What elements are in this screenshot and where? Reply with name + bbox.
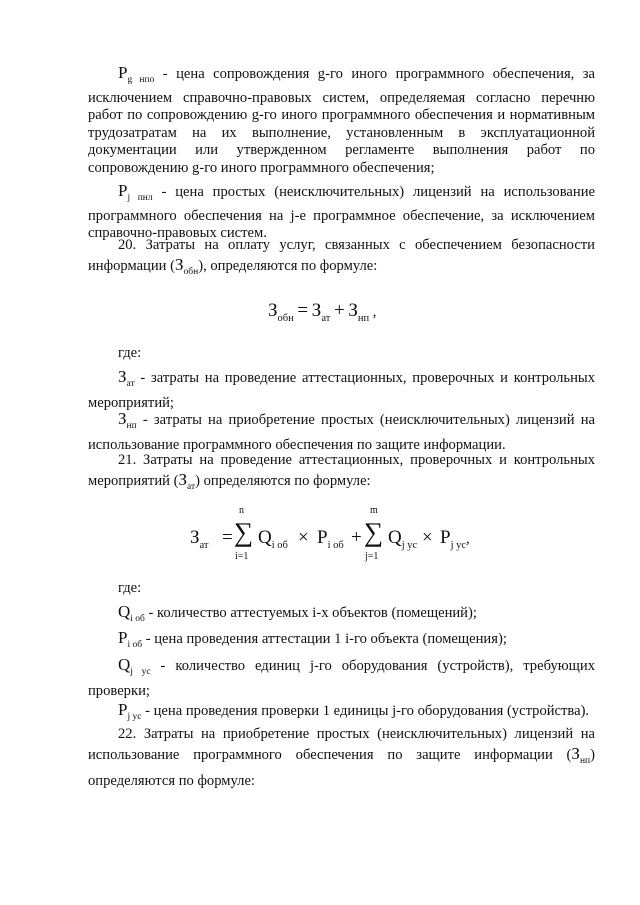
formula-z-obn [268,300,376,324]
formula-term-p1: $P_{i об}$ [317,527,344,551]
symbol-subscript: g нпо [127,75,155,85]
symbol: З [118,367,127,386]
formula-lhs: З [190,527,200,548]
sum1-sigma: ∑ [234,517,254,547]
paragraph-text: ) определяются по формуле: [88,747,595,789]
definition-text: - цена проведения аттестации 1 i-го объекта (помещения); [142,631,507,647]
paragraph-20 [88,236,595,282]
symbol: P [118,628,128,647]
definition-text: - количество аттестуемых i-х объектов (помещений); [144,605,477,621]
symbol-subscript: нп [126,421,137,431]
formula-end: , [372,304,377,320]
symbol-subscript: i об [130,614,145,624]
paragraph-text: ) определяются по формуле: [195,473,371,489]
plus-sign: + [351,527,362,548]
definition-text: - цена простых (неисключительных) лицензий на использование программного обеспечения на j-е программное обеспечение, за исключением справочно-правовых систем. [88,184,595,242]
definition-p-g-npo [88,64,595,178]
symbol: З [571,744,580,763]
definition-q-jus [88,655,595,701]
paragraph-text: 22. Затраты на приобретение простых (неисключительных) лицензий на использование программного обеспечения по защите информации ( [88,726,595,763]
definition-p-iob [88,628,595,655]
formula-lhs-subscript: ат [199,540,209,551]
definition-p-jus [88,700,595,727]
symbol: P [118,700,128,719]
symbol-subscript: нп [579,756,591,766]
paragraph-21 [88,450,595,497]
symbol-subscript: обн [183,267,199,277]
times-sign: × [422,527,433,548]
formula-term-p2: $P_{j ус}$, [440,527,470,551]
equals-sign: = [222,527,233,548]
paragraph-text: 20. Затраты на оплату услуг, связанных с обеспечением безопасности информации ( [88,237,595,274]
symbol-subscript: j ус [130,667,151,677]
symbol: P [118,63,128,82]
definition-z-at [88,367,595,413]
equals-sign: = [297,300,309,321]
definition-text: - затраты на приобретение простых (неисключительных) лицензий на использование программного обеспечения по защите информации. [88,412,595,453]
where-label: где: [118,580,142,596]
formula-lhs-subscript: обн [277,313,294,324]
symbol: P [118,181,128,200]
formula-term-q1: $Q_{i об}$ [258,527,288,551]
symbol-subscript: j ус [127,712,142,722]
definition-z-np [88,409,595,455]
symbol: Q [118,655,131,674]
formula-z-at [190,505,480,569]
formula-lhs-group [190,527,209,551]
symbol: З [178,470,187,489]
formula-term-subscript: ат [321,313,331,324]
definition-text: - затраты на проведение аттестационных, проверочных и контрольных мероприятий; [88,370,595,411]
times-sign: × [298,527,309,548]
formula-term: З [348,300,358,321]
sum2-upper-limit: m [370,505,378,516]
formula-term: З [311,300,322,321]
definition-text: - цена сопровождения g-го иного программного обеспечения, за исключением справочно-правовых систем, определяемая согласно перечню работ по сопровождению g-го иного программного обеспечения и нормативным трудозатратам на их выполнение, установленным в эксплуатационной документации или утвержденном регламенте выполнения работ по сопровождению g-го иного программного обеспечения; [88,66,595,176]
sum1-upper-limit: n [239,505,244,516]
symbol: Q [118,602,131,621]
definition-text: - цена проведения проверки 1 единицы j-го оборудования (устройства). [141,703,590,719]
symbol-subscript: ат [186,482,196,492]
plus-sign: + [333,300,345,321]
paragraph-22 [88,724,595,791]
definition-text: - количество единиц j-го оборудования (устройств), требующих проверки; [88,658,595,699]
sum2-lower-limit: j=1 [365,551,379,562]
symbol-subscript: i об [127,640,143,650]
definition-p-j-pnl [88,182,595,243]
where-label: где: [118,345,142,361]
sum2-sigma: ∑ [364,517,384,547]
definition-q-iob [88,602,595,629]
formula-term-subscript: нп [357,313,370,324]
paragraph-text: 21. Затраты на проведение аттестационных, проверочных и контрольных мероприятий ( [88,452,595,489]
formula-lhs: З [268,300,278,321]
sum1-lower-limit: i=1 [235,551,249,562]
symbol-subscript: ат [126,379,135,389]
symbol-subscript: j пнл [127,193,153,203]
symbol: З [118,409,127,428]
paragraph-text: ), определяются по формуле: [198,258,378,274]
formula-term-q2: $Q_{j ус}$ [388,527,418,551]
symbol: З [175,255,184,274]
